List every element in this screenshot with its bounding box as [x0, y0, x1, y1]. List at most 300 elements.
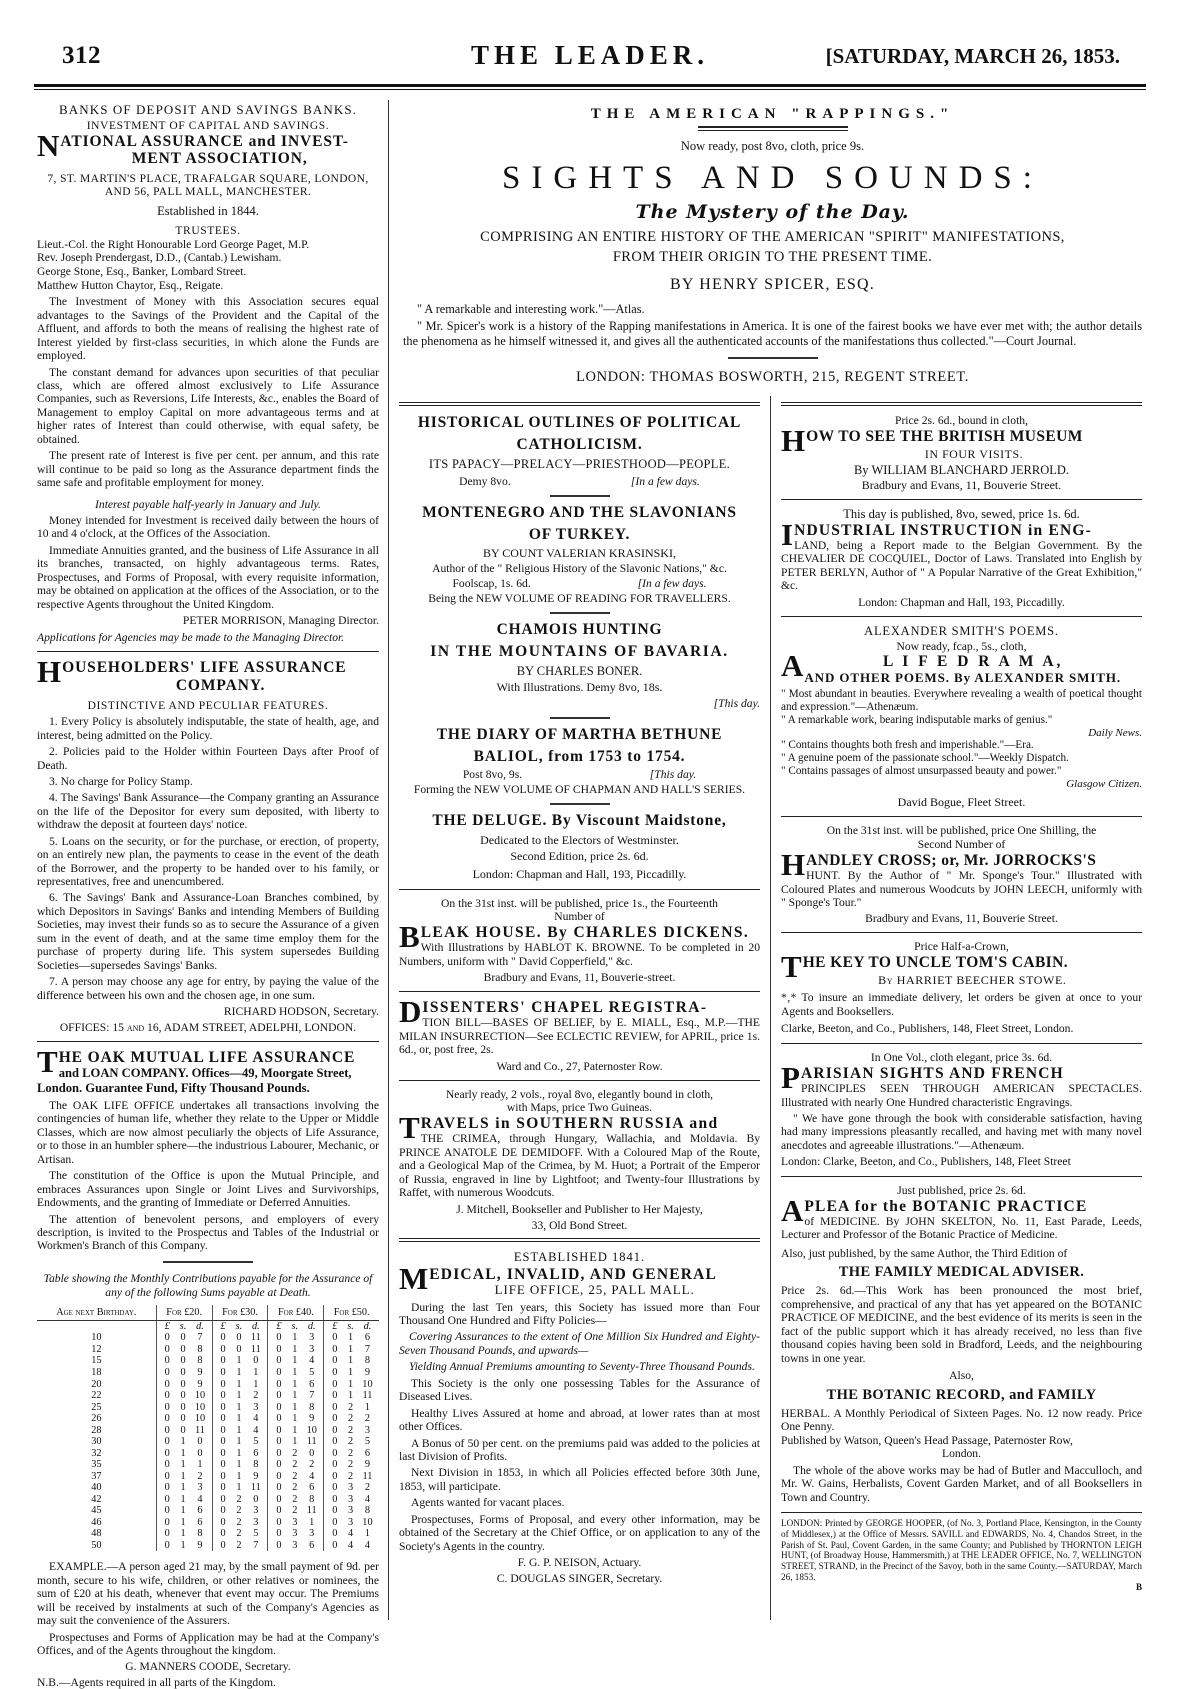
ad-lead-2: with Maps, price Two Guineas. — [506, 1101, 653, 1115]
table-row — [37, 1413, 379, 1425]
cell-premium: 0 4 1 — [324, 1528, 379, 1540]
ad-headline: OUSEHOLDERS' LIFE ASSURANCE — [62, 659, 347, 677]
ad-lead-2: Second Number of — [917, 838, 1006, 852]
cell-age: 35 — [91, 1459, 102, 1471]
ad-divider — [550, 495, 610, 497]
ad-oak-mutual — [37, 1043, 379, 1689]
table-row — [37, 1379, 379, 1391]
cell-premium: 0 1 9 — [212, 1471, 268, 1483]
ad-headline: ATIONAL ASSURANCE and INVEST- — [60, 133, 349, 150]
column-top-rule — [781, 402, 1142, 406]
ad-paragraph: A Bonus of 50 per cent. on the premiums paid was added to the policies at last Division of Profits. — [399, 1436, 760, 1463]
table-row — [37, 1355, 379, 1367]
ad-signature: PETER MORRISON, Managing Director. — [182, 614, 379, 628]
drop-initial: T — [399, 1110, 420, 1146]
banner-divider — [728, 357, 818, 359]
col-header-age: Age next Birthday. — [37, 1305, 156, 1321]
colophon-mark: B — [1135, 1582, 1142, 1593]
interest-note: Interest payable half-yearly in January and July. — [95, 497, 321, 511]
ad-imprint: London: Chapman and Hall, 193, Piccadilly. — [858, 595, 1065, 609]
banner-book-title: SIGHTS AND SOUNDS: — [502, 160, 1043, 196]
ad-record-publisher-2: London. — [942, 1447, 981, 1461]
ad-headline: PLEA for the BOTANIC PRACTICE — [804, 1197, 1088, 1215]
ad-headline-block — [781, 648, 1142, 685]
drop-initial: P — [781, 1059, 800, 1095]
ad-signature: G. MANNERS COODE, Secretary. — [125, 1659, 291, 1673]
ad-series-note: Forming the NEW VOLUME OF CHAPMAN AND HALL'S SERIES. — [413, 783, 746, 797]
cell-premium: 0 2 9 — [324, 1459, 379, 1471]
table-row — [37, 1344, 379, 1356]
drop-initial: A — [781, 1192, 804, 1228]
drop-initial: A — [781, 648, 804, 684]
trustee-item: Rev. Joseph Prendergast, D.D., (Cantab.) Lewisham. — [37, 251, 282, 265]
cell-premium: 0 1 0 — [156, 1436, 212, 1448]
cell-age: 45 — [91, 1505, 102, 1517]
ad-headline: L I F E D R A M A, — [882, 653, 1064, 671]
newspaper-page — [0, 22, 1180, 1689]
ad-industrial-instruction — [781, 507, 1142, 609]
cell-premium: 0 1 6 — [156, 1505, 212, 1517]
table-row — [37, 1505, 379, 1517]
trustee-item: George Stone, Esq., Banker, Lombard Street. — [37, 265, 247, 279]
trustees-label: TRUSTEES. — [175, 224, 241, 237]
banner-review-quote: " A remarkable and interesting work."—Atlas. — [417, 302, 645, 316]
table-row — [37, 1448, 379, 1460]
cell-premium: 0 1 10 — [268, 1425, 324, 1437]
banner-now-ready: Now ready, post 8vo, cloth, price 9s. — [680, 139, 865, 153]
cell-premium: 0 1 7 — [268, 1390, 324, 1402]
ad-key-uncle-toms-cabin — [781, 940, 1142, 1036]
cell-premium: 0 1 9 — [156, 1540, 212, 1552]
ad-author: BY COUNT VALERIAN KRASINSKI, — [483, 546, 676, 561]
banner-sights-and-sounds — [388, 100, 1152, 396]
ad-example: EXAMPLE.—A person aged 21 may, by the small payment of 9d. per month, secure to his wife, children, or other relatives or nominees, the sum of £20 at his death, whenever that event may occur. The Premiums will be received by instalments at such of the Company's Agencies as may suit the convenience of the Assurers. — [37, 1560, 379, 1628]
ad-author-note: Author of the " Religious History of the Slavonic Nations," &c. — [432, 562, 727, 576]
masthead-rule-thin — [34, 89, 1146, 90]
banner-description-1: COMPRISING AN ENTIRE HISTORY OF THE AMERICAN "SPIRIT" MANIFESTATIONS, — [480, 229, 1065, 245]
ad-review-source: Glasgow Citizen. — [1066, 778, 1142, 791]
ad-divider — [399, 991, 760, 992]
ad-title-2: CATHOLICISM. — [516, 436, 643, 454]
banner-kicker: THE AMERICAN "RAPPINGS." — [590, 106, 955, 122]
ad-footnote: Applications for Agencies may be made to the Managing Director. — [37, 631, 345, 645]
ad-review-source: Daily News. — [1088, 727, 1142, 740]
table-row — [37, 1332, 379, 1344]
ad-availability: [In a few days. — [630, 474, 700, 488]
ad-divider — [399, 889, 760, 890]
cell-premium: 0 1 5 — [212, 1436, 268, 1448]
cell-premium: 0 1 9 — [268, 1413, 324, 1425]
ad-title-2: OF TURKEY. — [528, 525, 631, 543]
cell-age: 25 — [91, 1401, 102, 1413]
cell-premium: 0 1 2 — [212, 1390, 268, 1402]
ad-head: ALEXANDER SMITH'S POEMS. — [864, 623, 1059, 638]
ad-chamois-hunting — [399, 621, 760, 710]
feature-item: 1. Every Policy is absolutely indisputable, the state of health, age, and interest, being admitted on the Policy. — [37, 715, 379, 742]
ad-note: *‚* To insure an immediate delivery, let orders be given at once to your Agents and Booksellers. — [781, 991, 1142, 1018]
colophon-divider — [781, 1512, 1142, 1513]
ad-bullet: Covering Assurances to the extent of One Million Six Hundred and Eighty-Seven Thousand Pounds, and upwards— — [399, 1330, 760, 1357]
ad-headline-3: London. Guarantee Fund, Fifty Thousand Pounds. — [37, 1081, 310, 1096]
ad-body: THE CRIMEA, through Hungary, Wallachia, and Moldavia. By PRINCE ANATOLE DE DEMIDOFF. With a Coloured Map of the Route, and a Geological Map of the Crimea, by M. Huot; a Portrait of the Emperor of Russia, engraved in line by Lightfoot; and Twenty-four Illustrations by Raffet, with numerous Woodcuts. — [399, 1132, 760, 1200]
cell-premium: 0 3 8 — [324, 1505, 379, 1517]
ad-headline-2: COMPANY. — [175, 676, 266, 694]
ad-series-note: Being the NEW VOLUME OF READING FOR TRAVELLERS. — [428, 592, 731, 606]
column-1 — [28, 100, 388, 1689]
ad-paragraph: The Investment of Money with this Association secures equal advantages to the Savings of the Provident and the Capital of the Affluent, and affords to both the means of realising the highest rate of Interest yielded by first-class securities, in which alone the Funds are employed. — [37, 295, 379, 363]
ad-established: ESTABLISHED 1841. — [513, 1249, 646, 1264]
ad-subkicker: INVESTMENT OF CAPITAL AND SAVINGS. — [86, 120, 330, 132]
ad-imprint: Bradbury and Evans, 11, Bouverie Street. — [861, 477, 1062, 492]
feature-item: 2. Policies paid to the Holder within Fourteen Days after Proof of Death. — [37, 745, 379, 772]
ad-prospectus-note: Prospectuses and Forms of Application may be had at the Company's Offices, and of the Agents throughout the kingdom. — [37, 1630, 379, 1658]
ad-handley-cross — [781, 824, 1142, 925]
unit-cell: £ s. d. — [212, 1320, 268, 1332]
cell-premium: 0 0 8 — [156, 1355, 212, 1367]
ad-paragraph: Immediate Annuities granted, and the business of Life Assurance in all its branches, transacted, on highly advantageous terms. Rates, Prospectuses, and Forms of Proposal, with every requisite information, may be obtained on application at the offices of the Association, or to the respective Agents throughout the United Kingdom. — [37, 543, 379, 611]
ad-headline: ISSENTERS' CHAPEL REGISTRA- — [422, 999, 708, 1017]
ad-travels-southern-russia — [399, 1088, 760, 1232]
ad-headline-block — [781, 516, 1142, 593]
ad-paragraph: Healthy Lives Assured at home and abroad, at lower rates than at most other Offices. — [399, 1406, 760, 1434]
ad-headline-2: LIFE OFFICE, 25, PALL MALL. — [494, 1282, 695, 1298]
cell-premium: 0 3 1 — [268, 1517, 324, 1529]
ad-bullet: Yielding Annual Premiums amounting to Seventy-Three Thousand Pounds. — [409, 1360, 755, 1374]
ad-lead-1: Nearly ready, 2 vols., royal 8vo, elegantly bound in cloth, — [445, 1087, 714, 1101]
ad-lead: Price 2s. 6d., bound in cloth, — [895, 414, 1028, 427]
ad-paragraph: The constitution of the Office is upon the Mutual Principle, and embraces Assurances upon Single or Joint Lives and Survivorships, Endowments, and the granting of Immediate or Deferred Annuities. — [37, 1169, 379, 1210]
masthead-rule-thick — [34, 84, 1146, 87]
banner-rule — [698, 126, 848, 131]
ad-headline-block — [781, 1192, 1142, 1242]
cell-premium: 0 0 9 — [156, 1367, 212, 1379]
ad-headline: EDICAL, INVALID, AND GENERAL — [429, 1265, 718, 1283]
ad-headline: HE KEY TO UNCLE TOM'S CABIN. — [802, 954, 1068, 972]
ad-imprint: David Bogue, Fleet Street. — [897, 795, 1026, 810]
ad-review-quote: " Most abundant in beauties. Everywhere revealing a wealth of poetical thought and expression."—Athenæum. — [781, 688, 1142, 714]
cell-premium: 0 0 11 — [156, 1425, 212, 1437]
ad-divider — [781, 1176, 1142, 1177]
ad-nb: N.B.—Agents required in all parts of the Kingdom. — [37, 1675, 276, 1689]
col-header-20: For £20. — [156, 1305, 212, 1321]
table-body — [37, 1320, 379, 1551]
premium-table — [37, 1305, 379, 1552]
cell-premium: 0 1 6 — [212, 1448, 268, 1460]
ad-body: HUNT. By the Author of " Mr. Sponge's Tour." Illustrated with Coloured Plates and numerous Woodcuts by JOHN LEECH, uniformly with " Sponge's Tour." — [781, 869, 1142, 910]
cell-age: 26 — [91, 1413, 102, 1425]
table-row — [37, 1459, 379, 1471]
drop-initial: H — [781, 422, 806, 458]
cell-premium: 0 1 1 — [212, 1379, 268, 1391]
ad-body: With Illustrations by HABLOT K. BROWNE. To be completed in 20 Numbers, uniform with " David Copperfield," &c. — [399, 941, 760, 968]
ad-format: With Illustrations. Demy 8vo, 18s. — [496, 679, 663, 694]
cell-premium: 0 1 1 — [212, 1367, 268, 1379]
cell-premium: 0 1 3 — [212, 1402, 268, 1414]
cell-age: 48 — [91, 1528, 102, 1540]
cell-premium: 0 1 11 — [268, 1436, 324, 1448]
ad-review-quote: " A remarkable work, bearing indisputable marks of genius." — [781, 714, 1053, 727]
page-folio-number: 312 — [62, 42, 101, 69]
drop-initial: M — [399, 1260, 429, 1296]
ad-headline-2: MENT ASSOCIATION, — [131, 150, 308, 168]
cell-premium: 0 1 0 — [156, 1448, 212, 1460]
ad-availability: [This day. — [713, 696, 760, 710]
cell-premium: 0 1 11 — [212, 1482, 268, 1494]
table-row — [37, 1540, 379, 1552]
ad-body: LAND, being a Report made to the Belgian Government. By the CHEVALIER DE COCQUIEL, Doctor of Laws. Translated into English by PETER BERLYN, Author of " A Popular Narrative of the Great Exhibition," &c. — [781, 539, 1142, 593]
cell-premium: 0 1 7 — [324, 1344, 379, 1356]
cell-premium: 0 0 11 — [212, 1344, 268, 1356]
ad-alexander-smith-poems — [781, 624, 1142, 810]
cell-age: 10 — [91, 1332, 102, 1344]
ad-divider — [781, 816, 1142, 817]
col-header-40: For £40. — [268, 1305, 324, 1321]
ad-imprint: London: Clarke, Beeton, and Co., Publishers, 148, Fleet Street — [781, 1155, 1071, 1169]
table-row — [37, 1402, 379, 1414]
ad-review-quote: " We have gone through the book with considerable satisfaction, having had many impressions pleasantly recalled, and having met with many novel anecdotes and agreeable illustrations."—Athenæum. — [781, 1111, 1142, 1152]
ad-headline-block — [781, 846, 1142, 910]
cell-premium: 0 2 6 — [324, 1448, 379, 1460]
cell-premium: 0 2 7 — [212, 1540, 268, 1552]
cell-premium: 0 0 10 — [156, 1402, 212, 1414]
ad-imprint: Ward and Co., 27, Paternoster Row. — [496, 1059, 663, 1073]
ad-householders-life — [37, 654, 379, 1034]
ad-signature-actuary: F. G. P. NEISON, Actuary. — [517, 1556, 642, 1570]
ad-address-1: 7, ST. MARTIN'S PLACE, TRAFALGAR SQUARE, LONDON, — [47, 172, 369, 185]
table-row — [37, 1425, 379, 1437]
cell-premium: 0 1 4 — [268, 1355, 324, 1367]
ad-review-quote: " Contains thoughts both fresh and imperishable."—Era. — [781, 739, 1034, 752]
ad-british-museum — [781, 414, 1142, 492]
cell-premium: 0 1 3 — [268, 1344, 324, 1356]
ad-author: By WILLIAM BLANCHARD JERROLD. — [853, 463, 1070, 478]
ad-offices: OFFICES: 15 and 16, ADAM STREET, ADELPHI, LONDON. — [59, 1020, 357, 1034]
drop-initial: T — [37, 1043, 58, 1079]
ad-title-2: BALIOL, from 1753 to 1754. — [473, 747, 686, 765]
cell-age: 50 — [91, 1539, 102, 1551]
cell-premium: 0 1 11 — [324, 1390, 379, 1402]
banner-description-2: FROM THEIR ORIGIN TO THE PRESENT TIME. — [612, 249, 933, 265]
ad-imprint-2: 33, Old Bond Street. — [531, 1218, 628, 1232]
feature-item: 3. No charge for Policy Stamp. — [49, 774, 193, 788]
ad-lead: Now ready, fcap., 5s., cloth, — [896, 639, 1027, 653]
cell-premium: 0 2 8 — [268, 1494, 324, 1506]
ad-divider — [781, 616, 1142, 617]
ad-author: By HARRIET BEECHER STOWE. — [878, 973, 1067, 988]
ad-edition: Second Edition, price 2s. 6d. — [510, 848, 649, 863]
ad-availability: [In a few days. — [637, 577, 707, 591]
col-header-30: For £30. — [212, 1305, 268, 1321]
cell-premium: 0 1 6 — [324, 1332, 379, 1344]
ad-medical-invalid-general — [399, 1250, 760, 1585]
cell-premium: 0 1 3 — [268, 1332, 324, 1344]
ad-subtitle: IN FOUR VISITS. — [924, 447, 1024, 462]
table-row — [37, 1471, 379, 1483]
ad-divider — [550, 612, 610, 614]
ad-divider — [37, 1041, 379, 1042]
ad-address-2: AND 56, PALL MALL, MANCHESTER. — [104, 185, 312, 198]
lower-columns — [388, 396, 1152, 1620]
ad-bleak-house — [399, 897, 760, 985]
trustee-item: Matthew Hutton Chaytor, Esq., Reigate. — [37, 278, 224, 292]
cell-premium: 0 1 8 — [268, 1402, 324, 1414]
ad-divider — [781, 1043, 1142, 1044]
table-row — [37, 1528, 379, 1540]
ad-divider — [550, 717, 610, 719]
ad-body: PRINCIPLES SEEN THROUGH AMERICAN SPECTACLES. Illustrated with nearly One Hundred characteristic Engravings. — [781, 1082, 1142, 1109]
ad-body: TION BILL—BASES OF BELIEF, by E. MIALL, Esq., M.P.—THE MILAN INSURRECTION—See ECLECTIC REVIEW, for APRIL, price 1s. 6d., or, post free, 2s. — [399, 1016, 760, 1057]
cell-premium: 0 2 3 — [212, 1517, 268, 1529]
cell-premium: 0 0 11 — [212, 1332, 268, 1344]
ad-family-title: THE FAMILY MEDICAL ADVISER. — [838, 1264, 1085, 1281]
masthead — [34, 22, 1146, 80]
ad-headline: LEAK HOUSE. By CHARLES DICKENS. — [420, 923, 750, 941]
column-2 — [389, 396, 770, 1620]
page-title: THE LEADER. — [470, 40, 710, 70]
ad-paragraph: The present rate of Interest is five per cent. per annum, and this rate will continue to be paid so long as the Assurance department finds the same safe and profitable employment for money. — [37, 449, 379, 490]
ad-lead-1: On the 31st inst. will be published, price One Shilling, the — [826, 824, 1097, 838]
table-row — [37, 1436, 379, 1448]
ad-kicker: BANKS OF DEPOSIT AND SAVINGS BANKS. — [58, 102, 358, 117]
ad-historical-outlines — [399, 414, 760, 488]
ad-paragraph: The constant demand for advances upon securities of that peculiar class, which are offered almost exclusively to Life Assurance Companies, such as Reversions, Life Interests, &c., enables the Board of Management to employ Capital on more advantageous terms and at higher rates of Interest than could otherwise, with equal safety, be obtained. — [37, 365, 379, 446]
ad-closing-note: The whole of the above works may be had of Butler and Macculloch, and Mr. W. Gains, Herbalists, Covent Garden Market, and of all Booksellers in Town and Country. — [781, 1464, 1142, 1504]
ad-headline-block — [781, 422, 1142, 462]
ad-author: BY CHARLES BONER. — [516, 663, 643, 678]
cell-premium: 0 1 3 — [156, 1482, 212, 1494]
table-row — [37, 1390, 379, 1402]
ad-lead: Just published, price 2s. 6d. — [897, 1183, 1026, 1197]
ad-headline: HE OAK MUTUAL LIFE ASSURANCE — [58, 1048, 356, 1066]
ad-paragraph: This Society is the only one possessing Tables for the Assurance of Diseased Lives. — [399, 1376, 760, 1404]
ad-headline: RAVELS in SOUTHERN RUSSIA and — [420, 1115, 719, 1133]
ad-dissenters-chapel — [399, 994, 760, 1073]
ad-parisian-sights — [781, 1051, 1142, 1169]
ad-signature-secretary: C. DOUGLAS SINGER, Secretary. — [496, 1572, 663, 1586]
col-header-50: For £50. — [324, 1305, 379, 1321]
drop-initial: H — [37, 654, 62, 690]
ad-also-note-2: Also, — [949, 1369, 974, 1382]
table-row — [37, 1494, 379, 1506]
ad-headline-block — [399, 994, 760, 1057]
table-divider — [163, 1261, 253, 1263]
trustee-item: Lieut.-Col. the Right Honourable Lord George Paget, M.P. — [37, 237, 310, 251]
ad-paragraph: Next Division in 1853, in which all Policies effected before 30th June, 1853, will participate. — [399, 1466, 760, 1493]
unit-cell: £ s. d. — [324, 1320, 379, 1332]
ad-imprint: Bradbury and Evans, 11, Bouverie Street. — [865, 912, 1058, 926]
feature-item: 7. A person may choose any age for entry, by paying the value of the difference between his own and the chosen age, in one sum. — [37, 975, 379, 1002]
ad-headline-block — [399, 1260, 760, 1298]
ad-record-publisher-1: Published by Watson, Queen's Head Passage, Paternoster Row, — [781, 1433, 1073, 1447]
ad-paragraph: Money intended for Investment is received daily between the hours of 10 and 4 o'clock, at the Offices of the Association. — [37, 513, 379, 541]
cell-age: 30 — [91, 1436, 102, 1448]
cell-age: 40 — [91, 1482, 102, 1494]
cell-premium: 0 3 4 — [324, 1494, 379, 1506]
cell-premium: 0 2 3 — [324, 1425, 379, 1437]
drop-initial: N — [37, 128, 60, 163]
ad-montenegro — [399, 504, 760, 606]
cell-age: 20 — [91, 1378, 102, 1390]
ad-title: CHAMOIS HUNTING — [496, 621, 663, 639]
ad-headline: OW TO SEE THE BRITISH MUSEUM — [806, 427, 1083, 445]
ad-paragraph: The attention of benevolent persons, and employers of every description, is invited to the Prospectus and Tables of the Industrial or Workmen's Branch of this Company. — [37, 1212, 379, 1253]
cell-premium: 0 2 2 — [268, 1459, 324, 1471]
cell-premium: 0 2 0 — [268, 1448, 324, 1460]
ad-divider — [550, 803, 610, 805]
ad-imprint-1: J. Mitchell, Bookseller and Publisher to Her Majesty, — [456, 1202, 703, 1216]
ad-lead-2: Number of — [554, 910, 605, 924]
ad-record-body: HERBAL. A Monthly Periodical of Sixteen Pages. No. 12 now ready. Price One Penny. — [781, 1406, 1142, 1434]
banner-publisher: LONDON: THOMAS BOSWORTH, 215, REGENT STREET. — [576, 369, 969, 385]
ad-paragraph: During the last Ten years, this Society has issued more than Four Thousand One Hundred and Fifty Policies— — [399, 1300, 760, 1328]
cell-premium: 0 0 10 — [156, 1413, 212, 1425]
feature-item: 6. The Savings' Bank and Assurance-Loan Branches combined, by which Depositors in Savings' Banks and intending Members of Building Societies, may invest their funds so as to secure the Assurance of a given sum in the event of death, and at the same time employ them for the purchase of property during life. This system supersedes Building Societies—supersedes Savings' Banks. — [37, 891, 379, 972]
cell-age: 37 — [91, 1470, 102, 1482]
ad-review-quote: " A genuine poem of the passionate school."—Weekly Dispatch. — [781, 752, 1069, 765]
ad-imprint: Clarke, Beeton, and Co., Publishers, 148, Fleet Street, London. — [781, 1022, 1074, 1036]
cell-premium: 0 1 10 — [324, 1379, 379, 1391]
unit-cell-blank — [37, 1320, 156, 1332]
ad-paragraph: Agents wanted for vacant places. — [411, 1496, 565, 1510]
ad-paragraph: The OAK LIFE OFFICE undertakes all transactions involving the contingencies of human life, whether they relate to the Upper or Middle Classes, which are now almost peculiarly the objects of Life Assurance, or to those in an humbler sphere—the industrious Labourer, Mechanic, or Artisan. — [37, 1099, 379, 1166]
cell-premium: 0 2 11 — [324, 1471, 379, 1483]
cell-age: 15 — [91, 1355, 102, 1367]
ad-divider — [399, 1080, 760, 1081]
table-unit-row — [37, 1320, 379, 1332]
cell-age: 42 — [91, 1493, 102, 1505]
drop-initial: T — [781, 949, 802, 985]
unit-cell: £ s. d. — [268, 1320, 324, 1332]
ad-lead: This day is published, 8vo, sewed, price 1s. 6d. — [843, 506, 1080, 521]
ad-dedication: Dedicated to the Electors of Westminster. — [480, 832, 679, 847]
cell-premium: 0 2 3 — [212, 1505, 268, 1517]
ad-paragraph: Prospectuses, Forms of Proposal, and every other information, may be obtained of the Secretary at the Chief Office, or on application to any of the Society's Agents in the country. — [399, 1512, 760, 1553]
drop-initial: I — [781, 516, 794, 552]
ad-title: THE DIARY OF MARTHA BETHUNE — [436, 725, 723, 743]
ad-availability: [This day. — [649, 768, 697, 782]
ad-imprint: London: Chapman and Hall, 193, Piccadilly. — [472, 866, 687, 881]
cell-premium: 0 1 8 — [324, 1355, 379, 1367]
cell-premium: 0 3 3 — [268, 1528, 324, 1540]
table-row — [37, 1482, 379, 1494]
drop-initial: D — [399, 994, 422, 1030]
cell-premium: 0 1 8 — [156, 1528, 212, 1540]
ad-headline: ANDLEY CROSS; or, Mr. JORROCKS'S — [806, 851, 1097, 869]
ad-headline-2: AND OTHER POEMS. By ALEXANDER SMITH. — [804, 669, 1122, 685]
cell-premium: 0 3 2 — [324, 1482, 379, 1494]
columns-2-3-wrapper — [388, 100, 1152, 1620]
ad-format: Foolscap, 1s. 6d. — [452, 577, 531, 591]
ad-record-title: THE BOTANIC RECORD, and FAMILY — [826, 1386, 1097, 1403]
cell-premium: 0 1 1 — [156, 1459, 212, 1471]
cell-premium: 0 1 5 — [268, 1367, 324, 1379]
cell-age: 46 — [91, 1516, 102, 1528]
banner-gothic-subtitle: The Mystery of the Day. — [635, 201, 910, 223]
ad-title: HISTORICAL OUTLINES OF POLITICAL — [417, 414, 742, 431]
cell-age: 22 — [91, 1390, 102, 1402]
cell-premium: 0 4 4 — [324, 1540, 379, 1552]
cell-premium: 0 2 5 — [212, 1528, 268, 1540]
ad-headline-block — [781, 1059, 1142, 1109]
column-top-rule — [399, 402, 760, 406]
cell-premium: 0 1 6 — [156, 1517, 212, 1529]
ad-format: Post 8vo, 9s. — [462, 768, 523, 782]
cell-premium: 0 0 7 — [156, 1332, 212, 1344]
cell-premium: 0 3 6 — [268, 1540, 324, 1552]
ad-imprint: Bradbury and Evans, 11, Bouverie-street. — [483, 971, 676, 985]
cell-premium: 0 3 10 — [324, 1517, 379, 1529]
ad-headline-block — [37, 654, 379, 694]
